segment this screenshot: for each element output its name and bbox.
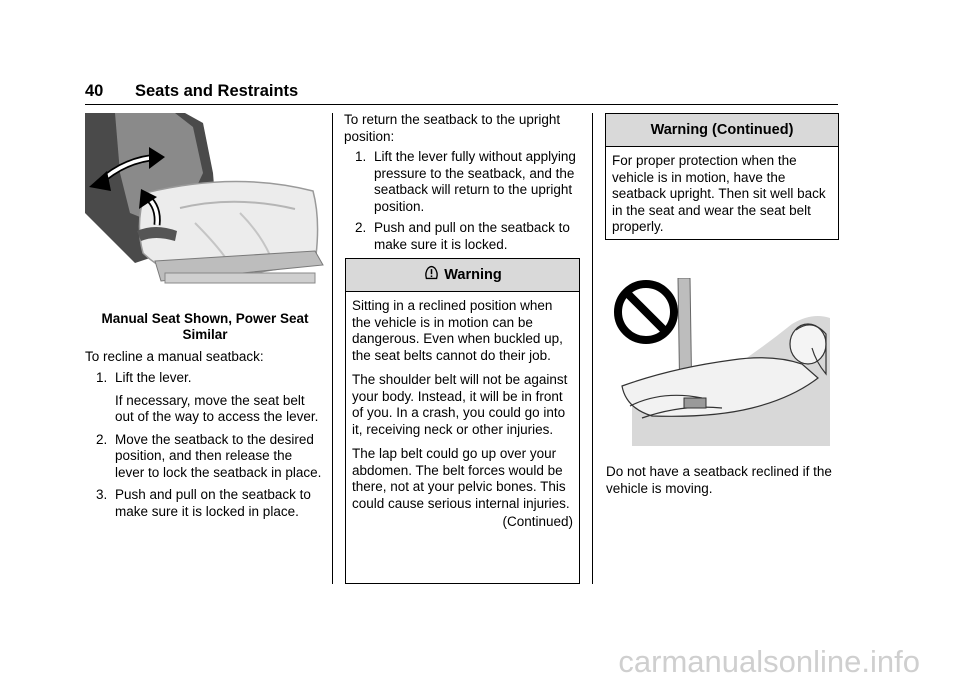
seat-recline-illustration <box>85 113 325 289</box>
warning-body <box>346 292 579 535</box>
figure-caption: Manual Seat Shown, Power Seat Similar <box>101 310 309 342</box>
list-item: 2. Move the seatback to the desired position, and then release the lever to lock the seatback in place. <box>96 431 322 480</box>
page-header <box>85 82 838 102</box>
warning-box-continued <box>605 113 839 240</box>
watermark: carmanualsonline.info <box>618 644 920 679</box>
warning-icon <box>423 264 440 281</box>
warning-paragraph: For proper protection when the vehicle is in motion, have the seatback upright. Then sit well back in the seat and wear the seat belt properly. <box>612 153 826 234</box>
column-3-text <box>606 464 838 497</box>
column-divider <box>592 113 593 584</box>
intro-text: To return the seatback to the upright position: <box>344 112 561 144</box>
section-title: Seats and Restraints <box>135 82 299 100</box>
list-item: 1. Lift the lever fully without applying pressure to the seatback, and the seatback will return to the upright position. <box>355 149 576 214</box>
column-divider <box>332 113 333 584</box>
step-note: If necessary, move the seat belt out of the way to access the lever. <box>115 392 319 424</box>
page-number: 40 <box>85 82 104 100</box>
warning-header <box>346 259 579 292</box>
warning-header: Warning (Continued) <box>606 114 838 147</box>
list-item: 3. Push and pull on the seatback to make sure it is locked in place. <box>96 487 311 519</box>
warning-paragraph: The lap belt could go up over your abdomen. The belt forces would be there, not at your pelvic bones. This could cause serious internal injuries. <box>352 446 570 511</box>
intro-text: To recline a manual seatback: <box>85 348 264 364</box>
warning-body <box>606 147 838 248</box>
warning-paragraph: Sitting in a reclined position when the vehicle is in motion can be dangerous. Even when buckled up, the seat belts cannot do their job. <box>352 298 563 363</box>
column-1 <box>85 113 325 520</box>
reclined-passenger-illustration <box>612 278 830 446</box>
continued-label: (Continued) <box>502 514 573 529</box>
column-2 <box>344 112 582 253</box>
warning-box <box>345 258 580 584</box>
header-rule <box>85 104 838 105</box>
warning-title: Warning <box>444 267 502 283</box>
warning-paragraph: The shoulder belt will not be against your body. Instead, it will be in front of you. In a crash, you could go into it, receiving neck or other injuries. <box>352 372 568 437</box>
list-item: 2. Push and pull on the seatback to make sure it is locked. <box>355 220 570 252</box>
list-item: 1. Lift the lever. <box>96 370 192 385</box>
body-text: Do not have a seatback reclined if the vehicle is moving. <box>606 464 832 496</box>
